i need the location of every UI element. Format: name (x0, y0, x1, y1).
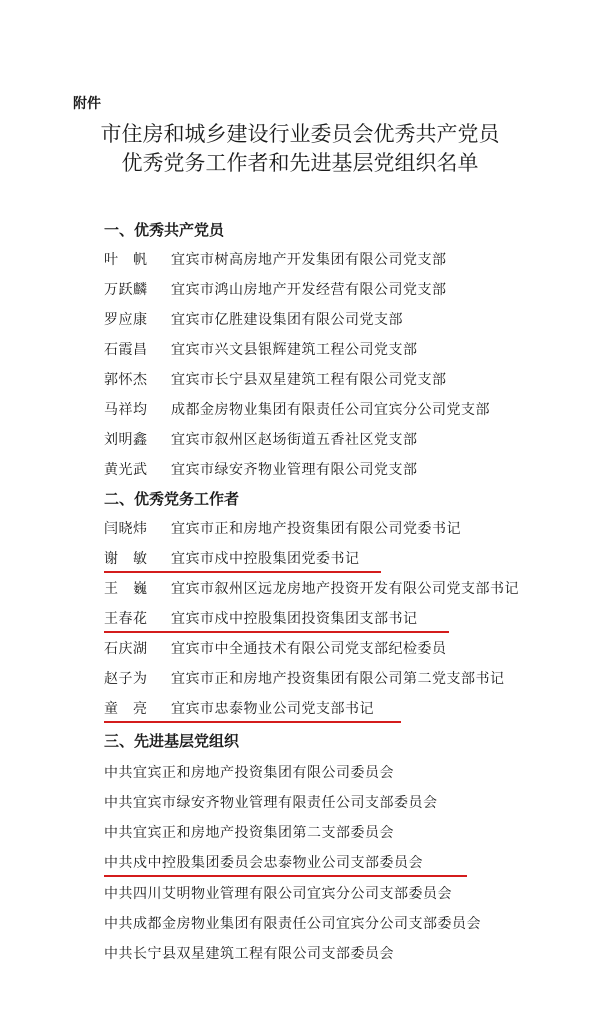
person-org: 宜宾市树高房地产开发集团有限公司党支部 (171, 252, 447, 268)
list-item (104, 249, 447, 269)
person-org: 成都金房物业集团有限责任公司宜宾分公司党支部 (171, 402, 490, 418)
list-item (104, 279, 447, 299)
person-org: 宜宾市长宁县双星建筑工程有限公司党支部 (171, 372, 447, 388)
list-item (104, 668, 505, 688)
list-item: 中共成都金房物业集团有限责任公司宜宾分公司支部委员会 (104, 916, 481, 932)
person-org: 宜宾市戍中控股集团党委书记 (171, 551, 360, 567)
person-name: 刘明鑫 (104, 432, 148, 448)
person-name: 叶 帆 (104, 252, 148, 268)
person-org: 宜宾市鸿山房地产开发经营有限公司党支部 (171, 282, 447, 298)
list-item (104, 518, 461, 538)
person-org: 宜宾市亿胜建设集团有限公司党支部 (171, 312, 403, 328)
list-item-highlighted (104, 548, 381, 573)
person-org: 宜宾市叙州区远龙房地产投资开发有限公司党支部书记 (171, 581, 519, 597)
list-item (104, 369, 447, 389)
list-item-highlighted (104, 698, 401, 723)
document-title-line2: 优秀党务工作者和先进基层党组织名单 (121, 151, 479, 175)
person-org: 宜宾市正和房地产投资集团有限公司党委书记 (171, 521, 461, 537)
list-item (104, 459, 418, 479)
person-name: 谢 敏 (104, 551, 148, 567)
list-item (104, 309, 403, 329)
person-org: 宜宾市中全通技术有限公司党支部纪检委员 (171, 641, 447, 657)
person-name: 黄光武 (104, 462, 148, 478)
list-item (104, 638, 447, 658)
list-item-highlighted (104, 608, 449, 633)
person-org: 宜宾市绿安齐物业管理有限公司党支部 (171, 462, 418, 478)
list-item-highlighted: 中共戍中控股集团委员会忠泰物业公司支部委员会 (104, 852, 467, 877)
person-name: 闫晓炜 (104, 521, 148, 537)
person-org: 宜宾市兴文县银辉建筑工程公司党支部 (171, 342, 418, 358)
person-name: 王 巍 (104, 581, 148, 597)
person-name: 马祥均 (104, 402, 148, 418)
person-name: 郭怀杰 (104, 372, 148, 388)
person-name: 王春花 (104, 611, 148, 627)
list-item: 中共宜宾市绿安齐物业管理有限责任公司支部委员会 (104, 795, 438, 811)
section-heading-excellent-members: 一、优秀共产党员 (104, 221, 225, 239)
person-org: 宜宾市忠泰物业公司党支部书记 (171, 701, 374, 717)
list-item (104, 399, 490, 419)
list-item: 中共四川艾明物业管理有限公司宜宾分公司支部委员会 (104, 886, 452, 902)
list-item: 中共宜宾正和房地产投资集团有限公司委员会 (104, 765, 394, 781)
list-item (104, 429, 418, 449)
section-heading-excellent-party-workers: 二、优秀党务工作者 (104, 490, 240, 508)
person-name: 万跃麟 (104, 282, 148, 298)
list-item (104, 578, 519, 598)
person-org: 宜宾市戍中控股集团投资集团支部书记 (171, 611, 418, 627)
person-org: 宜宾市正和房地产投资集团有限公司第二党支部书记 (171, 671, 505, 687)
person-org: 宜宾市叙州区赵场街道五香社区党支部 (171, 432, 418, 448)
person-name: 石庆湖 (104, 641, 148, 657)
attachment-label: 附件 (73, 96, 101, 112)
person-name: 童 亮 (104, 701, 148, 717)
section-heading-advanced-organizations: 三、先进基层党组织 (104, 732, 240, 750)
person-name: 赵子为 (104, 671, 148, 687)
person-name: 罗应康 (104, 312, 148, 328)
list-item: 中共宜宾正和房地产投资集团第二支部委员会 (104, 825, 394, 841)
person-name: 石霞昌 (104, 342, 148, 358)
document-title-line1: 市住房和城乡建设行业委员会优秀共产党员 (100, 122, 500, 146)
list-item: 中共长宁县双星建筑工程有限公司支部委员会 (104, 946, 394, 962)
list-item (104, 339, 418, 359)
